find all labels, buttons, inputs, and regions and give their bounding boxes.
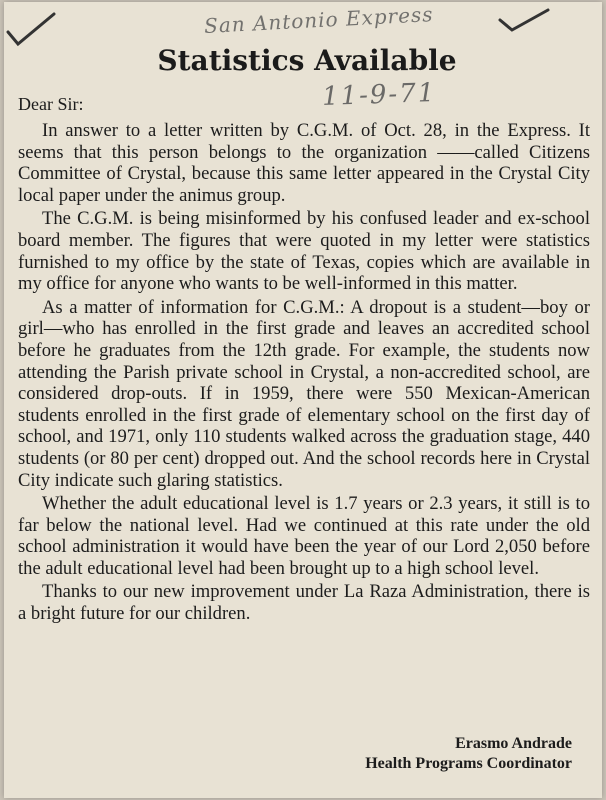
signature-title: Health Programs Coordinator	[365, 755, 572, 772]
paragraph: Whether the adult educational level is 1.7 years or 2.3 years, it still is to far below the national level. Had we continued at this rate under the old school administration it would have been the year of our Lord 2,050 before the adult educational level had been brought up to a high school level.	[18, 493, 590, 579]
handwritten-date-note: 11-9-71	[321, 78, 437, 112]
paragraph: Thanks to our new improvement under La Raza Administration, there is a bright future for our children.	[18, 581, 590, 625]
signature-block	[365, 734, 572, 774]
paragraph: In answer to a letter written by C.G.M. of Oct. 28, in the Express. It seems that this person belongs to the organization ——called Citizens Committee of Crystal, because this same letter appeared in the Crystal City local paper under the animus group.	[18, 120, 590, 206]
paragraph: As a matter of information for C.G.M.: A dropout is a student—boy or girl—who has enrolled in the first grade and leaves an accredited school before he graduates from the 12th grade. For example, the students now attending the Parish private school in Crystal, a non-accredited school, are considered drop-outs. If in 1959, there were 550 Mexican-American students enrolled in the first grade of elementary school on the first day of school, and 1971, only 110 students walked across the graduation stage, 440 students (or 80 per cent) dropped out. And the school records here in Crystal City indicate such glaring statistics.	[18, 296, 590, 491]
pen-check-mark-icon	[494, 6, 554, 36]
handwritten-source-note: San Antonio Express	[203, 2, 435, 38]
salutation: Dear Sir:	[18, 94, 84, 114]
newspaper-clipping	[4, 2, 602, 798]
signature-name: Erasmo Andrade	[455, 735, 572, 752]
paragraph: The C.G.M. is being misinformed by his confused leader and ex-school board member. The figures that were quoted in my letter were statistics furnished to my office by the state of Texas, copies which are available in my office for anyone who wants to be well-informed in this matter.	[18, 208, 590, 295]
headline: Statistics Available	[157, 44, 457, 77]
letter-body	[18, 120, 590, 627]
